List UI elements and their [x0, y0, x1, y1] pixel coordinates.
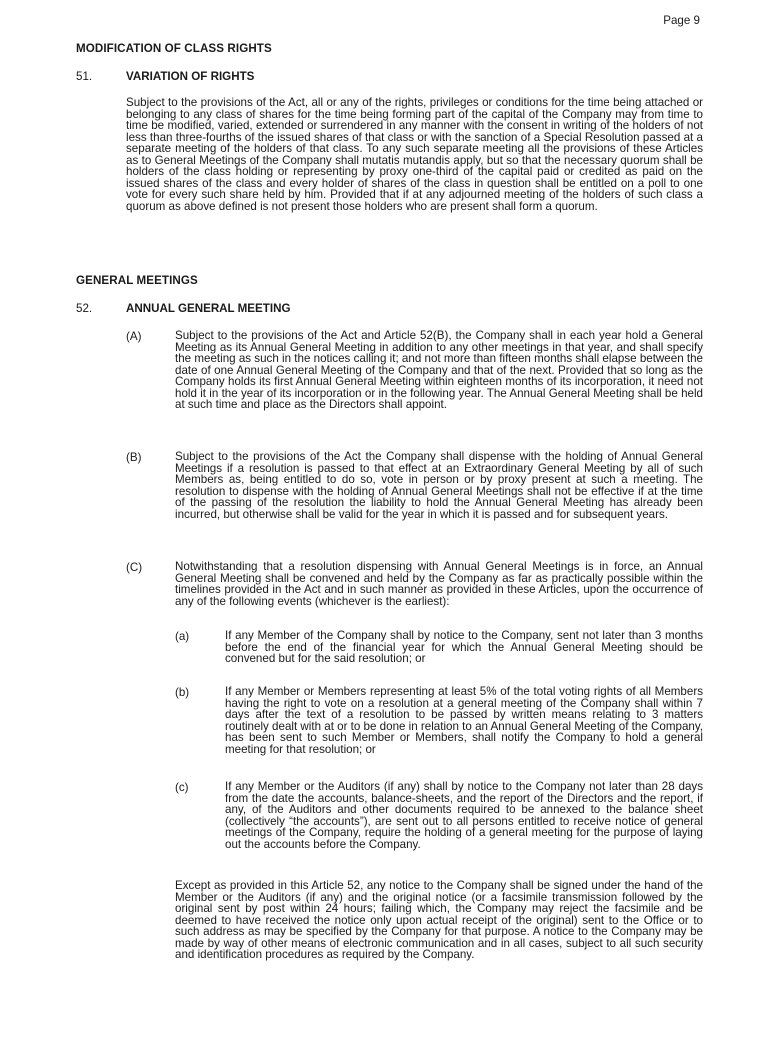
subclause-c-label: (c) — [175, 781, 189, 794]
clause-a-label: (A) — [126, 330, 142, 343]
clause-c-label: (C) — [126, 561, 143, 574]
subclause-b-text: If any Member or Members representing at least 5% of the total voting rights of all Members having the right to vote on a resolution at a general meeting of the Company shall within 7 days after the text of a resolution to be passed by written means relating to 3 matters routinely dealt with at or to be done in relation to an Annual General Meeting of the Company, has been sent to such Member or Members, shall notify the Company to hold a general meeting for that resolution; or — [225, 685, 704, 756]
page-number: Page 9 — [663, 14, 700, 27]
clause-b-label: (B) — [126, 451, 142, 464]
section-heading-modification: MODIFICATION OF CLASS RIGHTS — [76, 42, 272, 55]
section-heading-general-meetings: GENERAL MEETINGS — [76, 274, 198, 287]
clause-c-text: Notwithstanding that a resolution dispensing with Annual General Meetings is in force, an Annual General Meeting shall be convened and held by the Company as far as practically possible within the timelines provided in the Act and in such manner as provided in these Articles, upon the occurrence of any of the following events (whichever is the earliest): — [175, 560, 703, 608]
article-52-closing-text: Except as provided in this Article 52, any notice to the Company shall be signed under the hand of the Member or the Auditors (if any) and the original notice (or a facsimile transmission followed by the original sent by post within 24 hours; failing which, the Company may reject the facsimile and be deemed to have received the notice only upon actual receipt of the original) sent to the Office or to such address as may be specified by the Company for that purpose. A notice to the Company may be made by way of other means of electronic communication and in all cases, subject to all such security and identification procedures as required by the Company. — [175, 879, 703, 961]
subclause-a-text: If any Member of the Company shall by notice to the Company, sent not later than 3 months before the end of the financial year for which the Annual General Meeting should be convened but for the said resolution; or — [225, 629, 703, 665]
subclause-b-label: (b) — [175, 686, 190, 699]
article-51-title: VARIATION OF RIGHTS — [126, 70, 255, 83]
clause-a-text: Subject to the provisions of the Act and Article 52(B), the Company shall in each year hold a General Meeting as its Annual General Meeting in addition to any other meetings in that year, and shall specify the meeting as such in the notices calling it; and not more than fifteen months shall elapse between the date of one Annual General Meeting of the Company and that of the next. Provided that so long as the Company holds its first Annual General Meeting within eighteen months of its incorporation, it need not hold it in the year of its incorporation or in the following year. The Annual General Meeting shall be held at such time and place as the Directors shall appoint. — [175, 329, 703, 411]
subclause-a-label: (a) — [175, 630, 190, 643]
subclause-c-text: If any Member or the Auditors (if any) shall by notice to the Company not later than 28 days from the date the accounts, balance-sheets, and the report of the Directors and the report, if any, of the Auditors and other documents required to be annexed to the balance sheet (collectively “the accounts”), are sent out to all persons entitled to receive notice of general meetings of the Company, require the holding of a general meeting for the purpose of laying out the accounts before the Company. — [225, 780, 703, 851]
article-51-number: 51. — [76, 70, 93, 83]
article-51-text: Subject to the provisions of the Act, all or any of the rights, privileges or conditions for the time being attached or belonging to any class of shares for the time being forming part of the capital of the Company may from time to time be modified, varied, extended or surrendered in any manner with the consent in writing of the holders of not less than three-fourths of the issued shares of that class or with the sanction of a Special Resolution passed at a separate meeting of the holders of that class. To any such separate meeting all the provisions of these Articles as to General Meetings of the Company shall mutatis mutandis apply, but so that the necessary quorum shall be holders of the class holding or representing by proxy one-third of the capital paid or credited as paid on the issued shares of the class and every holder of shares of the class in question shall be entitled on a poll to one vote for every such share held by him. Provided that if at any adjourned meeting of the holders of such class a quorum as above defined is not present those holders who are present shall form a quorum. — [126, 96, 703, 213]
article-52-number: 52. — [76, 302, 93, 315]
article-52-title: ANNUAL GENERAL MEETING — [126, 302, 291, 315]
clause-b-text: Subject to the provisions of the Act the Company shall dispense with the holding of Annual General Meetings if a resolution is passed to that effect at an Extraordinary General Meeting by all of such Members as, being entitled to do so, vote in person or by proxy present at such a meeting. The resolution to dispense with the holding of Annual General Meetings shall not be effective if at the time of the passing of the resolution the liability to hold the Annual General Meeting has already been incurred, but otherwise shall be valid for the year in which it is passed and for subsequent years. — [175, 450, 703, 521]
